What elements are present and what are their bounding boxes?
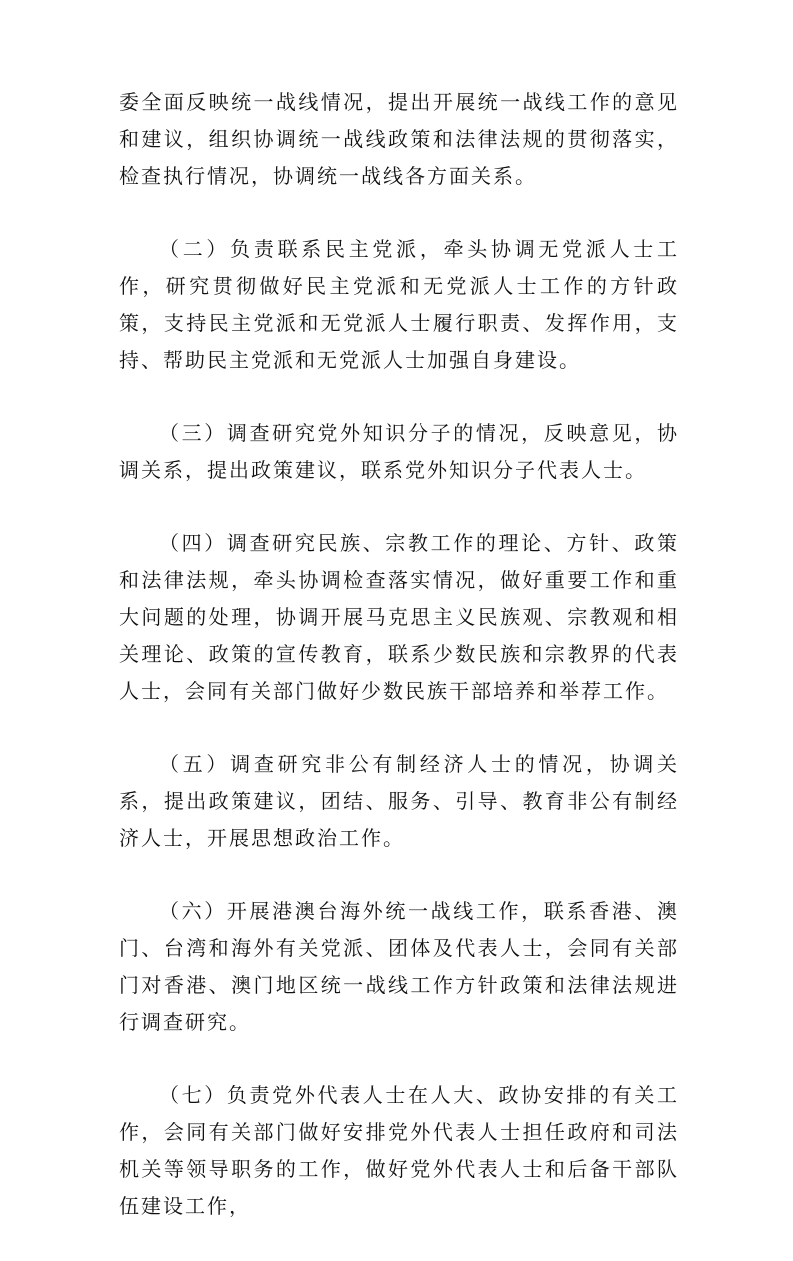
paragraph-item-2: （二）负责联系民主党派，牵头协调无党派人士工作，研究贯彻做好民主党派和无党派人士工作的方针政策，支持民主党派和无党派人士履行职责、发挥作用，支持、帮助民主党派和无党派人士加强自身建设。 (119, 237, 679, 372)
paragraph-item-5: （五）调查研究非公有制经济人士的情况，协调关系，提出政策建议，团结、服务、引导、教育非公有制经济人士，开展思想政治工作。 (119, 752, 679, 850)
paragraph-item-4: （四）调查研究民族、宗教工作的理论、方针、政策和法律法规，牵头协调检查落实情况，做好重要工作和重大问题的处理，协调开展马克思主义民族观、宗教观和相关理论、政策的宣传教育，联系少数民族和宗教界的代表人士，会同有关部门做好少数民族干部培养和举荐工作。 (119, 531, 679, 703)
paragraph-item-6: （六）开展港澳台海外统一战线工作，联系香港、澳门、台湾和海外有关党派、团体及代表人士，会同有关部门对香港、澳门地区统一战线工作方针政策和法律法规进行调查研究。 (119, 899, 679, 1034)
paragraph-item-7: （七）负责党外代表人士在人大、政协安排的有关工作，会同有关部门做好安排党外代表人士担任政府和司法机关等领导职务的工作，做好党外代表人士和后备干部队伍建设工作， (119, 1083, 679, 1218)
paragraph-item-3: （三）调查研究党外知识分子的情况，反映意见，协调关系，提出政策建议，联系党外知识分子代表人士。 (119, 421, 679, 482)
document-body (119, 84, 679, 1261)
paragraph-continuation: 委全面反映统一战线情况，提出开展统一战线工作的意见和建议，组织协调统一战线政策和法律法规的贯彻落实，检查执行情况，协调统一战线各方面关系。 (119, 90, 679, 188)
